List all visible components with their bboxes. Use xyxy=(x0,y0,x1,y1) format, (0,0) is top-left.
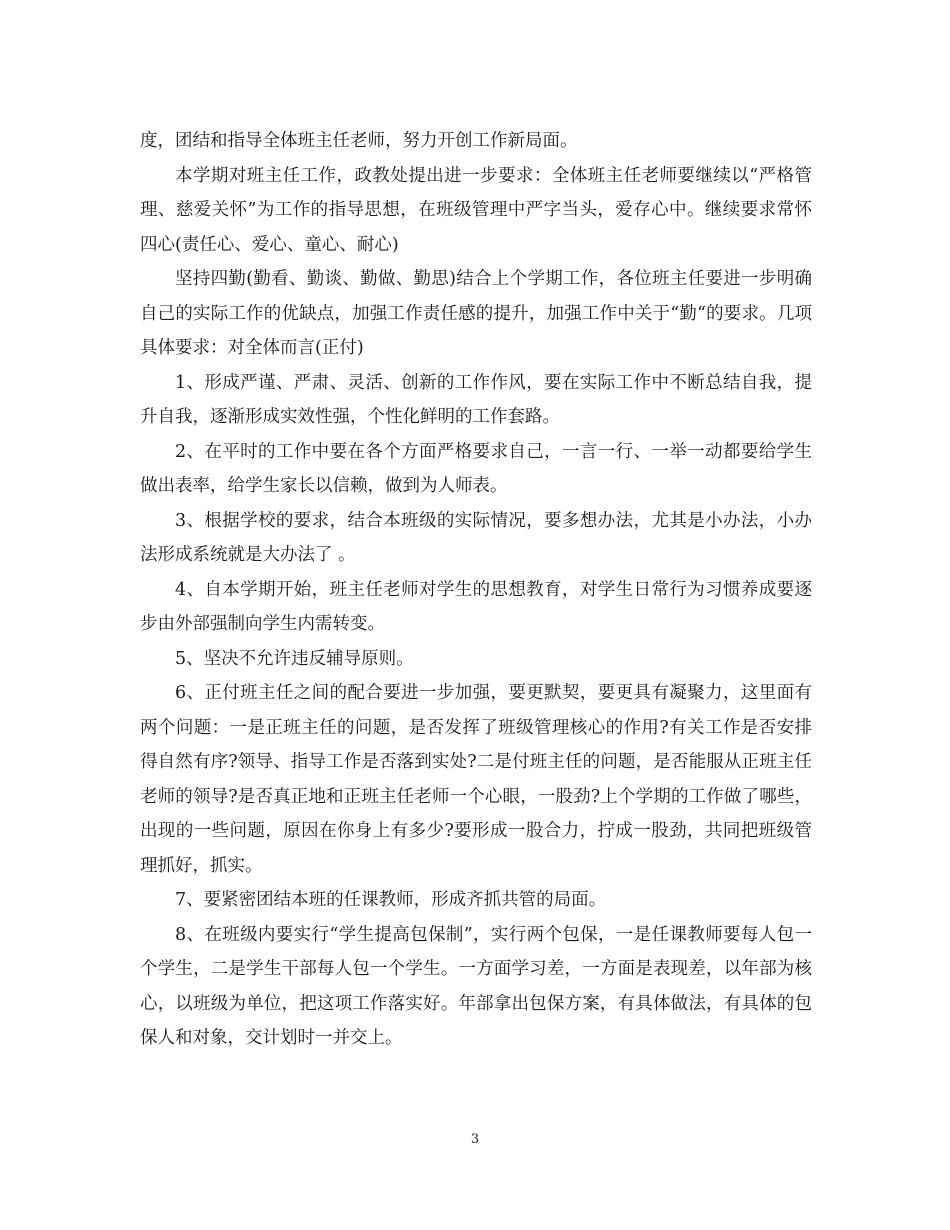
paragraph-1: 本学期对班主任工作，政教处提出进一步要求：全体班主任老师要继续以“严格管理、慈爱关怀”为工作的指导思想，在班级管理中严字当头，爱存心中。继续要求常怀四心(责任心、爱心、童心、耐心) xyxy=(140,165,812,255)
paragraph-7: 5、坚决不允许违反辅导原则。 xyxy=(175,648,414,669)
paragraph-2: 坚持四勤(勤看、勤谈、勤做、勤思)结合上个学期工作，各位班主任要进一步明确自己的实际工作的优缺点，加强工作责任感的提升，加强工作中关于“勤“的要求。几项具体要求：对全体而言(正付) xyxy=(140,269,812,358)
paragraph-5: 3、根据学校的要求，结合本班级的实际情况，要多想办法，尤其是小办法，小办法形成系统就是大办法了 。 xyxy=(140,510,812,565)
paragraph-0: 度，团结和指导全体班主任老师，努力开创工作新局面。 xyxy=(140,131,578,151)
paragraph-3: 1、形成严谨、严肃、灵活、创新的工作作风，要在实际工作中不断总结自我，提升自我，逐渐形成实效性强，个性化鲜明的工作套路。 xyxy=(140,372,812,427)
page-number: 3 xyxy=(470,1132,480,1147)
paragraph-6: 4、自本学期开始，班主任老师对学生的思想教育，对学生日常行为习惯养成要逐步由外部强制向学生内需转变。 xyxy=(140,579,812,634)
paragraph-4: 2、在平时的工作中要在各个方面严格要求自己，一言一行、一举一动都要给学生做出表率，给学生家长以信赖，做到为人师表。 xyxy=(140,441,812,496)
paragraph-9: 7、要紧密团结本班的任课教师，形成齐抓共管的局面。 xyxy=(175,890,607,910)
paragraph-10: 8、在班级内要实行“学生提高包保制”，实行两个包保，一是任课教师要每人包一个学生，二是学生干部每人包一个学生。一方面学习差，一方面是表现差，以年部为核心，以班级为单位，把这项工作落实好。年部拿出包保方案，有具体做法，有具体的包保人和对象，交计划时一并交上。 xyxy=(140,924,812,1048)
document-body xyxy=(140,124,812,1056)
paragraph-8: 6、正付班主任之间的配合要进一步加强，要更默契，要更具有凝聚力，这里面有两个问题：一是正班主任的问题，是否发挥了班级管理核心的作用?有关工作是否安排得自然有序?领导、指导工作是否落到实处?二是付班主任的问题，是否能服从正班主任老师的领导?是否真正地和正班主任老师一个心眼，一股劲?上个学期的工作做了哪些，出现的一些问题，原因在你身上有多少?要形成一股合力，拧成一股劲，共同把班级管理抓好，抓实。 xyxy=(140,683,812,876)
